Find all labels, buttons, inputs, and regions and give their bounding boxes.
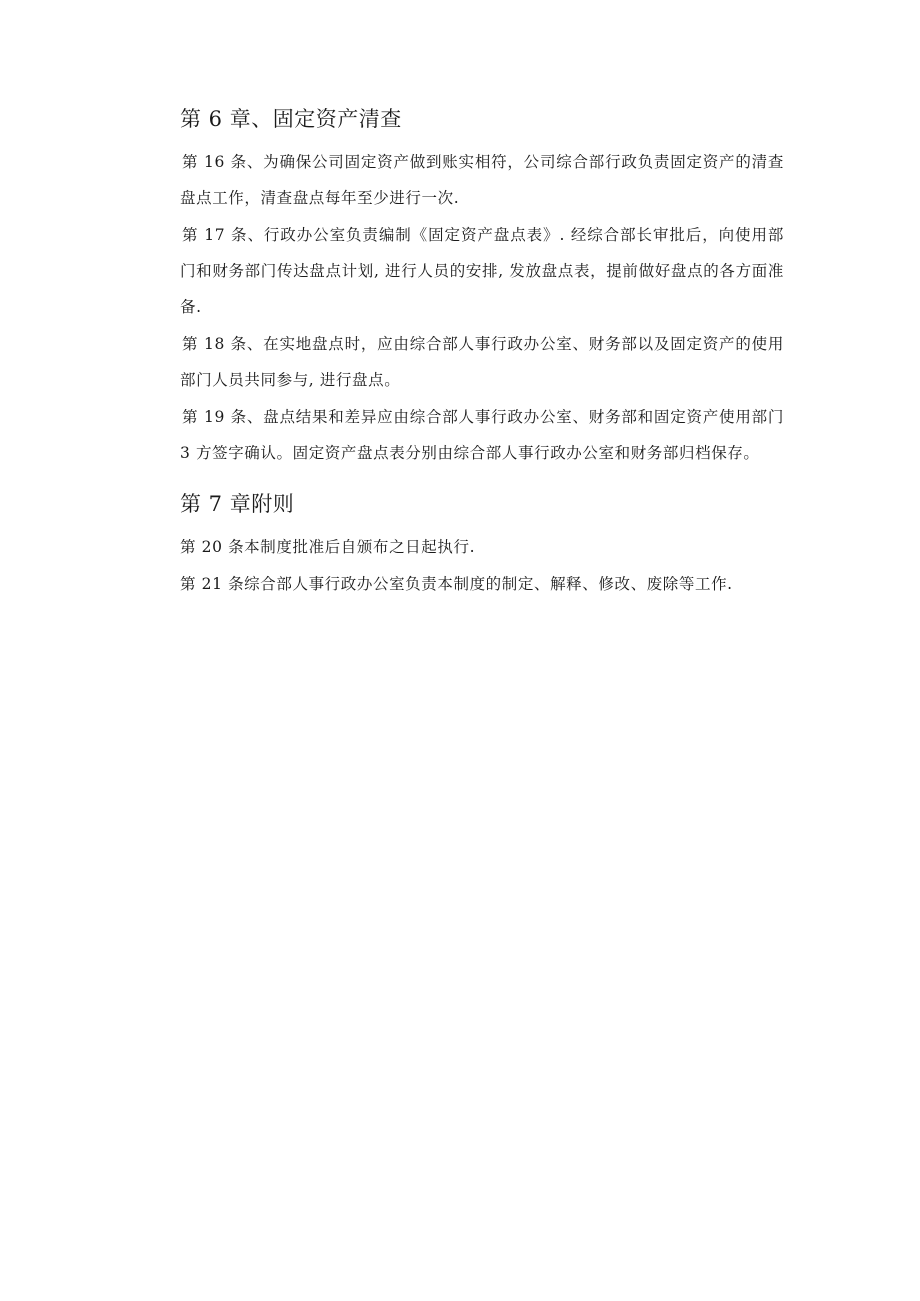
- article-17: 第 17 条、行政办公室负责编制《固定资产盘点表》. 经综合部长审批后，向使用部门和财务部门传达盘点计划, 进行人员的安排, 发放盘点表，提前做好盘点的各方面准备.: [180, 226, 784, 316]
- chapter-6-heading: 第 6 章、固定资产清查: [180, 107, 402, 131]
- article-16: 第 16 条、为确保公司固定资产做到账实相符，公司综合部行政负责固定资产的清查盘点工作，清查盘点每年至少进行一次.: [180, 153, 784, 207]
- article-21: 第 21 条综合部人事行政办公室负责本制度的制定、解释、修改、废除等工作.: [180, 575, 733, 593]
- chapter-7-heading: 第 7 章附则: [180, 492, 295, 516]
- article-19: 第 19 条、盘点结果和差异应由综合部人事行政办公室、财务部和固定资产使用部门 3 方签字确认。固定资产盘点表分别由综合部人事行政办公室和财务部归档保存。: [180, 408, 784, 462]
- article-20: 第 20 条本制度批准后自颁布之日起执行.: [180, 538, 476, 556]
- article-18: 第 18 条、在实地盘点时，应由综合部人事行政办公室、财务部以及固定资产的使用部门人员共同参与, 进行盘点。: [180, 335, 784, 389]
- document-body: [180, 102, 784, 603]
